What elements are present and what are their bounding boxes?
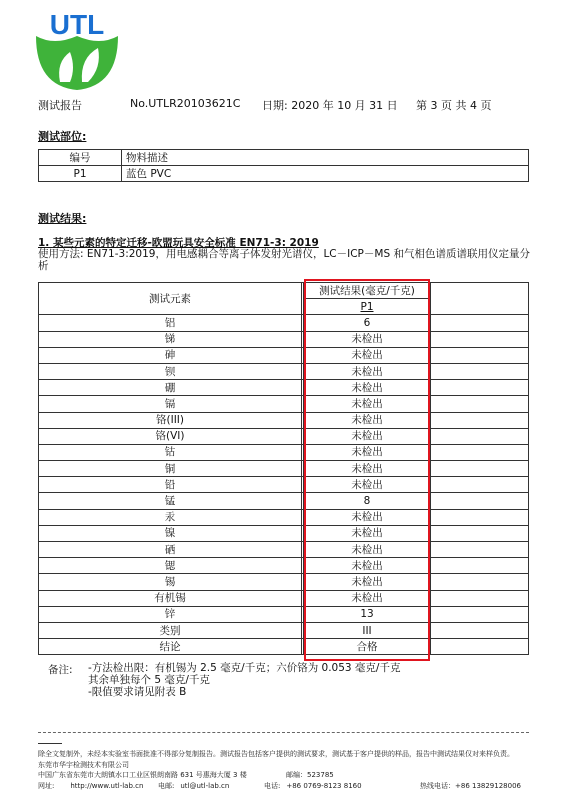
element-result: 未检出 (304, 396, 431, 412)
footer-postcode: 523785 (307, 771, 334, 779)
table-row (39, 542, 529, 558)
footer-phone-label: 电话: (264, 781, 281, 790)
element-name: 结论 (39, 639, 302, 655)
note-line: -方法检出限：有机锡为 2.5 毫克/千克；六价铬为 0.053 毫克/千克 (88, 662, 401, 674)
page-number: 第 3 页 共 4 页 (416, 99, 492, 112)
element-name: 铝 (39, 315, 302, 331)
parts-col-id: 编号 (39, 150, 122, 166)
footer-disclaimer: 除全文复制外，未经本实验室书面批准不得部分复制报告。测试报告包括客户提供的测试要求，测试基于客户提供的样品，报告中测试结果仅对来样负责。 (38, 750, 514, 758)
element-result: 未检出 (304, 574, 431, 590)
table-row (39, 315, 529, 331)
element-name: 砷 (39, 347, 302, 363)
table-row (39, 396, 529, 412)
results-col-sample: P1 (304, 299, 431, 315)
element-result: 未检出 (304, 380, 431, 396)
element-name: 锶 (39, 558, 302, 574)
table-row (39, 590, 529, 606)
footer-address: 中国广东省东莞市大朗镇水口工业区银朗南路 631 号惠海大厦 3 楼 (38, 771, 247, 779)
results-col-item: 测试元素 (39, 283, 302, 315)
note-line: 其余单独每个 5 毫克/千克 (88, 674, 210, 686)
element-name: 汞 (39, 509, 302, 525)
element-name: 锡 (39, 574, 302, 590)
element-name: 钡 (39, 363, 302, 379)
part-desc: 蓝色 PVC (122, 166, 529, 182)
footer-email-label: 电邮: (158, 781, 175, 790)
element-result: 未检出 (304, 331, 431, 347)
table-row (39, 347, 529, 363)
element-name: 有机锡 (39, 590, 302, 606)
table-row (39, 461, 529, 477)
element-result: 未检出 (304, 461, 431, 477)
report-date: 日期: 2020 年 10 月 31 日 (262, 99, 398, 112)
element-result: 合格 (304, 639, 431, 655)
element-result: 未检出 (304, 444, 431, 460)
table-row (39, 477, 529, 493)
notes-label: 备注: (48, 664, 73, 676)
table-row (39, 444, 529, 460)
element-result: 未检出 (304, 428, 431, 444)
element-name: 铬(III) (39, 412, 302, 428)
footer-website-label: 网址: (38, 781, 55, 790)
element-name: 铬(VI) (39, 428, 302, 444)
results-section-title: 测试结果: (38, 212, 87, 225)
results-subtitle-prefix: 1. (38, 237, 53, 249)
results-col-result: 测试结果(毫克/千克) (304, 283, 431, 299)
report-number: No.UTLR20103621C (130, 97, 241, 110)
footer-divider (38, 732, 529, 733)
footer-postcode-label: 邮编： (286, 771, 307, 779)
table-row (39, 380, 529, 396)
notes (38, 662, 529, 722)
element-name: 铜 (39, 461, 302, 477)
footer-website-link[interactable]: http://www.utl-lab.cn (70, 781, 144, 790)
element-result: 未检出 (304, 525, 431, 541)
element-name: 锑 (39, 331, 302, 347)
table-row (39, 363, 529, 379)
element-name: 镉 (39, 396, 302, 412)
element-result: 未检出 (304, 477, 431, 493)
footer-hotline: +86 13829128006 (455, 781, 521, 790)
table-row (39, 622, 529, 638)
part-id: P1 (39, 166, 122, 182)
element-result: 未检出 (304, 509, 431, 525)
element-name: 锌 (39, 606, 302, 622)
element-result: III (304, 622, 431, 638)
results-header-row (39, 283, 529, 299)
parts-table (38, 149, 529, 182)
parts-col-desc: 物料描述 (122, 150, 529, 166)
parts-section-title: 测试部位: (38, 130, 87, 143)
element-name: 铅 (39, 477, 302, 493)
table-row (39, 639, 529, 655)
results-table (38, 282, 529, 655)
report-label: 测试报告 (38, 99, 82, 112)
table-row (39, 412, 529, 428)
table-row (39, 558, 529, 574)
logo-text: UTL (49, 9, 105, 40)
footer-hotline-label: 热线电话： (420, 781, 455, 790)
table-row (39, 509, 529, 525)
element-result: 未检出 (304, 590, 431, 606)
table-row (39, 493, 529, 509)
utl-logo (30, 6, 125, 96)
table-row (39, 525, 529, 541)
element-name: 钴 (39, 444, 302, 460)
footer-short-rule (38, 743, 62, 744)
table-row (39, 166, 529, 182)
table-row (39, 428, 529, 444)
results-subtitle-text: 某些元素的特定迁移-欧盟玩具安全标准 EN71-3: 2019 (52, 237, 319, 249)
highlight-box (304, 279, 430, 661)
element-result: 未检出 (304, 412, 431, 428)
element-result: 未检出 (304, 363, 431, 379)
footer-phone: +86 0769-8123 8160 (286, 781, 362, 790)
element-name: 硼 (39, 380, 302, 396)
element-name: 锰 (39, 493, 302, 509)
element-result: 8 (304, 493, 431, 509)
element-result: 13 (304, 606, 431, 622)
element-name: 硒 (39, 542, 302, 558)
footer-company: 东莞市华宇检测技术有限公司 (38, 760, 129, 769)
table-row (39, 331, 529, 347)
parts-table-header (39, 150, 529, 166)
element-result: 未检出 (304, 542, 431, 558)
element-result: 未检出 (304, 558, 431, 574)
test-method: 使用方法: EN71-3:2019，用电感耦合等离子体发射光谱仪，LC－ICP－MS 和气相色谱质谱联用仪定量分析 (38, 248, 530, 272)
footer-email-link[interactable]: utl@utl-lab.cn (180, 781, 230, 790)
table-row (39, 606, 529, 622)
results-body (39, 315, 529, 655)
element-result: 未检出 (304, 347, 431, 363)
element-name: 镍 (39, 525, 302, 541)
table-row (39, 574, 529, 590)
footer (38, 749, 543, 791)
note-line: -限值要求请见附表 B (88, 686, 187, 698)
element-result: 6 (304, 315, 431, 331)
element-name: 类别 (39, 622, 302, 638)
